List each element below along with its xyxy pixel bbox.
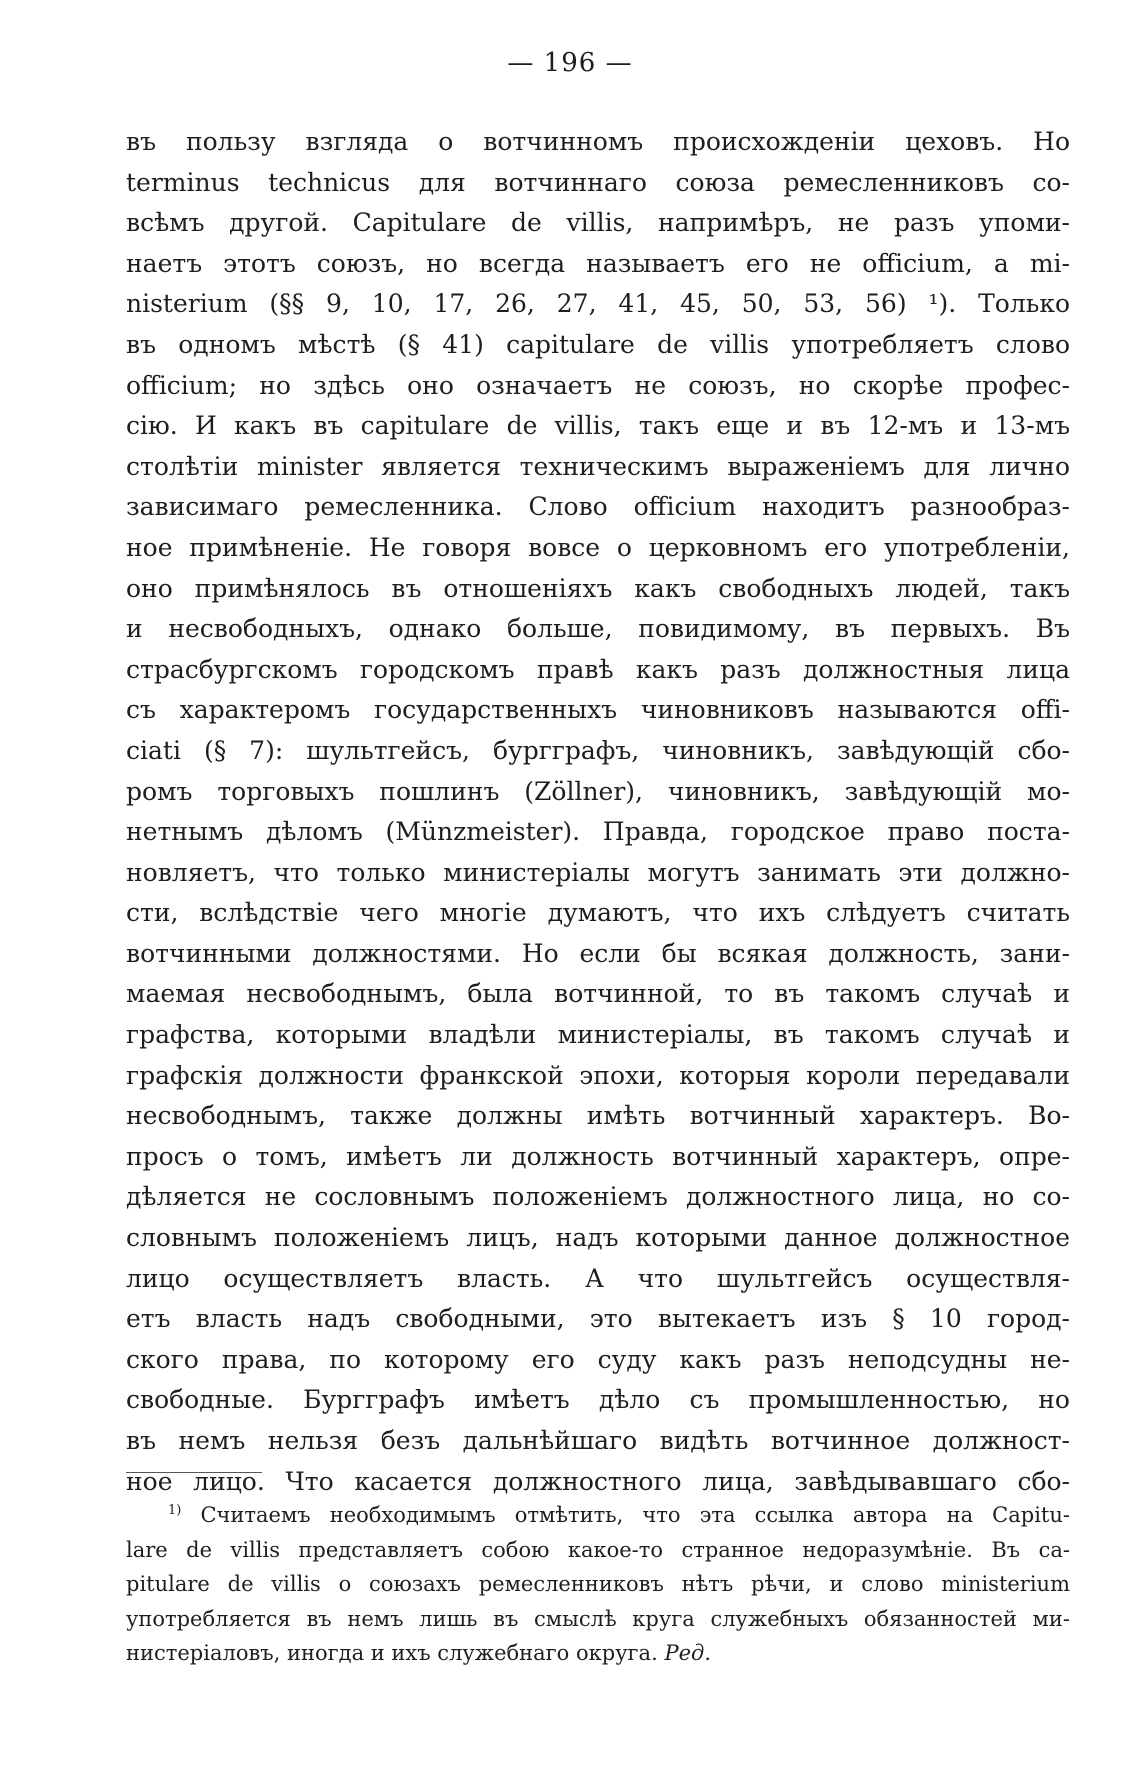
text-line: и несвободныхъ, однако больше, повидимому, въ первыхъ. Въ [126, 614, 1070, 644]
text-line: оно примѣнялось въ отношеніяхъ какъ свободныхъ людей, такъ [126, 573, 1070, 603]
text-line: ского права, по которому его суду какъ разъ неподсудны не- [126, 1344, 1070, 1374]
editor-note: Ред. [664, 1641, 711, 1665]
text-line: ромъ торговыхъ пошлинъ (Zöllner), чиновникъ, завѣдующій мо- [126, 776, 1070, 806]
text-line: наетъ этотъ союзъ, но всегда называетъ его не officium, а mi- [126, 248, 1070, 278]
text-line: просъ о томъ, имѣетъ ли должность вотчинный характеръ, опре- [126, 1141, 1070, 1171]
text-line: вотчинными должностями. Но если бы всякая должность, зани- [126, 938, 1070, 968]
footnote-line-text: Считаемъ необходимымъ отмѣтить, что эта ссылка автора на Capitu- [200, 1503, 1070, 1527]
text-line: сію. И какъ въ capitulare de villis, такъ еще и въ 12-мъ и 13-мъ [126, 411, 1070, 441]
text-line: officium; но здѣсь оно означаетъ не союзъ, но скорѣе профес- [126, 370, 1070, 400]
text-line: етъ власть надъ свободными, это вытекаетъ изъ § 10 город- [126, 1304, 1070, 1334]
text-line: несвободнымъ, также должны имѣть вотчинный характеръ. Во- [126, 1101, 1070, 1131]
text-line: новляетъ, что только министеріалы могутъ занимать эти должно- [126, 857, 1070, 887]
footnote-line-text: нистеріаловъ, иногда и ихъ служебнаго округа. [126, 1641, 658, 1665]
page-number: — 196 — [507, 48, 633, 78]
text-line: всѣмъ другой. Capitulare de villis, напримѣръ, не разъ упоми- [126, 208, 1070, 238]
footnote-line: lare de villis представляетъ собою какое-то странное недоразумѣніе. Въ ca- [126, 1537, 1070, 1562]
text-line: nisterium (§§ 9, 10, 17, 26, 27, 41, 45, 50, 53, 56) ¹). Только [126, 289, 1070, 319]
text-line: ное примѣненіе. Не говоря вовсе о церковномъ его употребленіи, [126, 532, 1070, 562]
text-line: зависимаго ремесленника. Слово officium находитъ разнообраз- [126, 492, 1070, 522]
text-line: графства, которыми владѣли министеріалы, въ такомъ случаѣ и [126, 1020, 1070, 1050]
text-line: дѣляется не сословнымъ положеніемъ должностного лица, но со- [126, 1182, 1070, 1212]
footnote-divider [126, 1472, 262, 1473]
text-line: лицо осуществляетъ власть. А что шультгейсъ осуществля- [126, 1263, 1070, 1293]
text-line: страсбургскомъ городскомъ правѣ какъ разъ должностныя лица [126, 654, 1070, 684]
text-line: ciati (§ 7): шультгейсъ, бургграфъ, чиновникъ, завѣдующій сбо- [126, 735, 1070, 765]
text-line: словнымъ положеніемъ лицъ, надъ которыми данное должностное [126, 1223, 1070, 1253]
footnote-line [126, 1498, 1070, 1533]
body-text [126, 122, 1070, 1502]
footnote-line: pitulare de villis о союзахъ ремесленниковъ нѣтъ рѣчи, и слово ministerium [126, 1572, 1070, 1596]
footnote [126, 1498, 1070, 1671]
text-line: столѣтіи minister является техническимъ выраженіемъ для лично [126, 451, 1070, 481]
text-line: графскія должности франкской эпохи, которыя короли передавали [126, 1060, 1070, 1090]
text-line: маемая несвободнымъ, была вотчинной, то въ такомъ случаѣ и [126, 979, 1070, 1009]
text-line: сти, вслѣдствіе чего многіе думаютъ, что ихъ слѣдуетъ считать [126, 898, 1070, 928]
text-line: съ характеромъ государственныхъ чиновниковъ называются offi- [126, 695, 1070, 725]
text-line: въ немъ нельзя безъ дальнѣйшаго видѣть вотчинное должност- [126, 1426, 1070, 1455]
text-line: нетнымъ дѣломъ (Münzmeister). Правда, городское право поста- [126, 817, 1070, 847]
footnote-line [126, 1636, 1070, 1671]
text-line: свободные. Бургграфъ имѣетъ дѣло съ промышленностью, но [126, 1385, 1070, 1415]
text-line: въ одномъ мѣстѣ (§ 41) capitulare de villis употребляетъ слово [126, 329, 1070, 359]
text-line: ное лицо. Что касается должностного лица, завѣдывавшаго сбо- [126, 1466, 1070, 1496]
text-line: въ пользу взгляда о вотчинномъ происхожденіи цеховъ. Но [126, 127, 1070, 156]
footnote-line: употребляется въ немъ лишь въ смыслѣ круга служебныхъ обязанностей ми- [126, 1606, 1070, 1631]
footnote-marker: 1) [168, 1503, 182, 1518]
text-line: terminus technicus для вотчиннаго союза ремесленниковъ со- [126, 167, 1070, 197]
